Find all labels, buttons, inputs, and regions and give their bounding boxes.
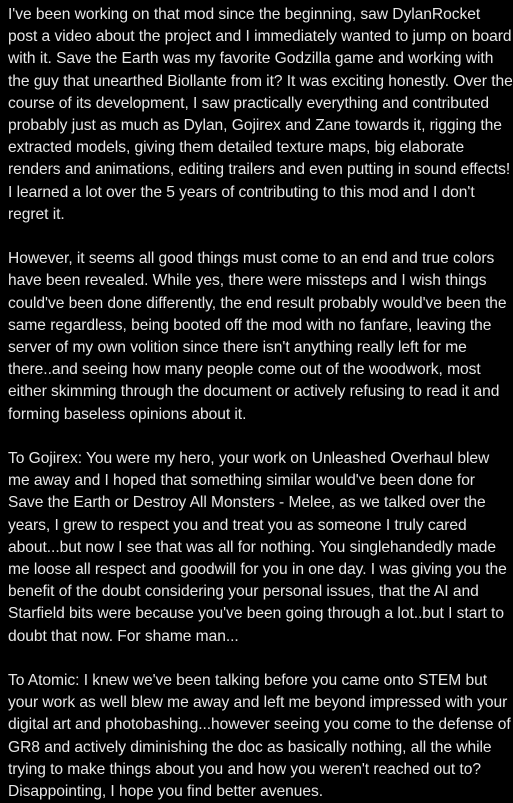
paragraph-to-atomic: To Atomic: I knew we've been talking before you came onto STEM but your work as well blew me away and left me beyond impressed with your digital art and photobashing...however seeing you come to the defense of GR8 and actively diminishing the doc as basically nothing, all the while trying to make things about you and how you weren't reached out to? Disappointing, I hope you find better avenues. [8,672,511,801]
paragraph-mod-history: I've been working on that mod since the beginning, saw DylanRocket post a video about the project and I immediately wanted to jump on board with it. Save the Earth was my favorite Godzilla game and working with the guy that unearthed Biollante from it? It was exciting honestly. Over the course of its development, I saw practically everything and contributed probably just as much as Dylan, Gojirex and Zane towards it, rigging the extracted models, giving them detailed texture maps, big elaborate renders and animations, editing trailers and even putting in sound effects! I learned a lot over the 5 years of contributing to this mod and I don't regret it. [8,6,513,223]
paragraph-true-colors: However, it seems all good things must come to an end and true colors have been revealed. While yes, there were missteps and I wish things could've been done differently, the end result probably would've been the same regardless, being booted off the mod with no fanfare, leaving the server of my own volition since there isn't anything really left for me there..and seeing how many people come out of the woodwork, most either skimming through the document or actively refusing to read it and forming baseless opinions about it. [8,250,507,423]
paragraph-to-gojirex: To Gojirex: You were my hero, your work on Unleashed Overhaul blew me away and I hoped that something similar would've been done for Save the Earth or Destroy All Monsters - Melee, as we talked over the years, I grew to respect you and treat you as someone I truly cared about...but now I see that was all for nothing. You singlehandedly made me loose all respect and goodwill for you in one day. I was giving you the benefit of the doubt considering your personal issues, that the AI and Starfield bits were because you've been going through a lot..but I start to doubt that now. For shame man... [8,450,507,645]
